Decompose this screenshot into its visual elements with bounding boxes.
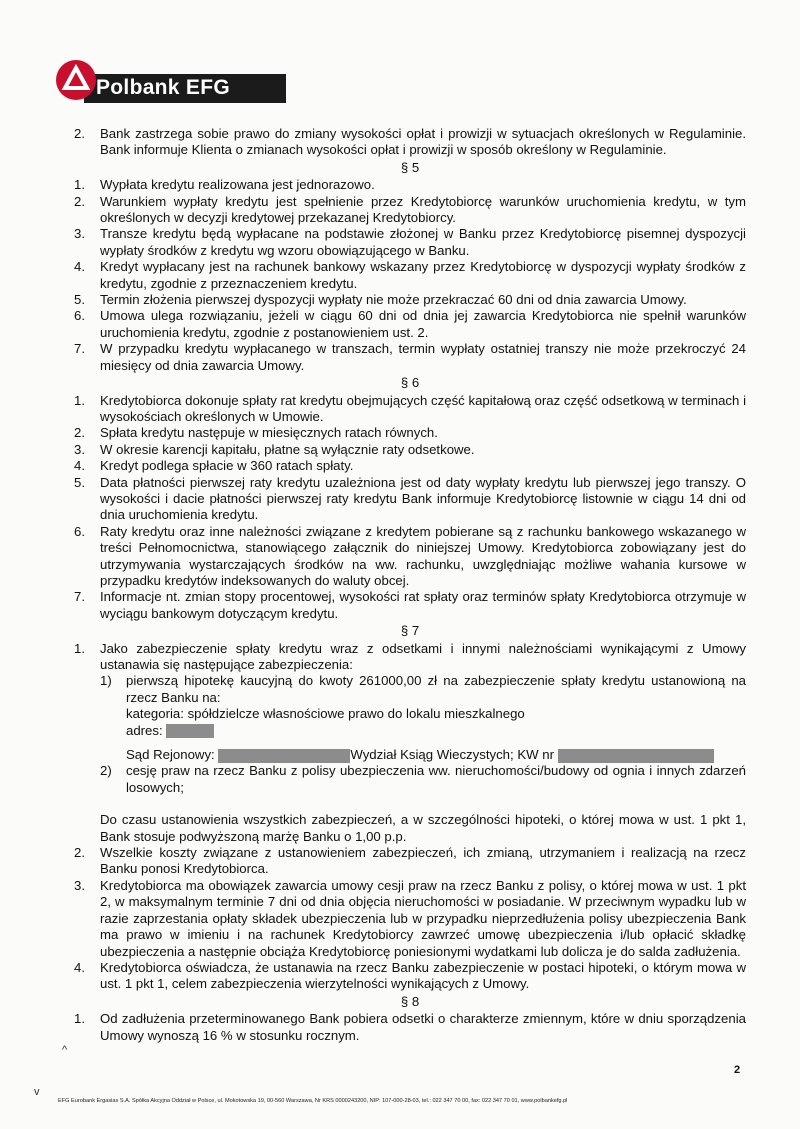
section-7-title: § 7 bbox=[400, 623, 420, 639]
item-number: 3. bbox=[74, 226, 85, 242]
s6-item-5 bbox=[74, 475, 746, 524]
s6-item-4 bbox=[74, 458, 746, 474]
item-number: 2. bbox=[74, 193, 85, 209]
item-text: Warunkiem wypłaty kredytu jest spełnienie przez Kredytobiorcę warunków uruchomienia kredytu, w tym określonych w decyzji kredytowej przekazanej Kredytobiorcy. bbox=[100, 193, 746, 226]
s7-item-3 bbox=[74, 878, 746, 960]
subitem-text: pierwszą hipotekę kaucyjną do kwoty 261000,00 zł na zabezpieczenie spłaty kredytu ustanowioną na rzecz Banku na: bbox=[126, 673, 746, 705]
s6-item-6 bbox=[74, 524, 746, 590]
item-text: W okresie karencji kapitału, płatne są wyłącznie raty odsetkowe. bbox=[100, 441, 475, 457]
redacted-address bbox=[166, 724, 214, 738]
item-number: 5. bbox=[74, 474, 85, 490]
item-text: Raty kredytu oraz inne należności związane z kredytem pobierane są z rachunku bankowego wskazanego w treści Pełnomocnictwa, stanowiącego załącznik do niniejszej Umowy. Kredytobiorca zobowiązany jest do utrzymywania wystarczających środków na ww. rachunku, uwzględniając możliwe wahania kursowe w przypadku kredytów indeksowanych do waluty obcej. bbox=[100, 523, 746, 588]
item-number: 4. bbox=[74, 458, 85, 474]
s7-item-2 bbox=[74, 845, 746, 878]
item-number: 3. bbox=[74, 877, 85, 893]
item-text: Data płatności pierwszej raty kredytu uzależniona jest od daty wypłaty kredytu lub pierwszej jego transzy. O wysokości i dacie płatności pierwszej raty kredytu Bank informuje Kredytobiorcę listownie w ciągu 14 dni od dnia uruchomienia kredytu. bbox=[100, 474, 746, 523]
s5-item-1 bbox=[74, 177, 746, 193]
item-number: 6. bbox=[74, 523, 85, 539]
item-number: 4. bbox=[74, 959, 85, 975]
item-number: 1. bbox=[74, 640, 85, 656]
redacted-kw-number bbox=[558, 749, 714, 763]
item-text: Kredyt podlega spłacie w 360 ratach spłaty. bbox=[100, 458, 354, 474]
s5-item-7 bbox=[74, 341, 746, 374]
section-6-title: § 6 bbox=[400, 375, 420, 391]
sad-line bbox=[126, 747, 746, 763]
s7-subitem-1 bbox=[100, 673, 746, 763]
subitem-number: 2) bbox=[100, 763, 112, 779]
adres-line bbox=[126, 723, 746, 739]
wydzial-text: Wydział Ksiąg Wieczystych; KW nr bbox=[350, 747, 554, 763]
item-text: Transze kredytu będą wypłacane na podstawie złożonej w Banku przez Kredytobiorcę pisemnej dyspozycji wypłaty środków z kredytu wg wzoru obowiązującego w Banku. bbox=[100, 226, 746, 258]
kategoria-text: kategoria: spółdzielcze własnościowe prawo do lokalu mieszkalnego bbox=[126, 706, 525, 722]
item-number: 6. bbox=[74, 308, 85, 324]
stray-mark: v bbox=[34, 1086, 40, 1098]
item-number: 2. bbox=[74, 126, 85, 141]
polbank-logo bbox=[44, 58, 244, 106]
item-number: 7. bbox=[74, 589, 85, 605]
s5-item-2 bbox=[74, 194, 746, 227]
footer-text: EFG Eurobank Ergasias S.A. Spółka Akcyjna Oddział w Polsce, ul. Mokotowska 19, 00-560 Warszawa, Nr KRS 0000243200, NIP: 107-000-28-03, tel.: 022 347 70 00, fax: 022 347 70 01, www.polbankefg.pl bbox=[58, 1098, 568, 1104]
margin-note: Do czasu ustanowienia wszystkich zabezpieczeń, a w szczególności hipoteki, o której mowa w ust. 1 pkt 1, Bank stosuje podwyższoną marżę Banku o 1,00 p.p. bbox=[100, 812, 746, 844]
sad-label: Sąd Rejonowy: bbox=[126, 747, 215, 763]
item-number: 1. bbox=[74, 392, 85, 408]
document-body bbox=[74, 126, 746, 1044]
item-number: 1. bbox=[74, 177, 85, 193]
item-number: 4. bbox=[74, 259, 85, 275]
subitem-number: 1) bbox=[100, 673, 112, 689]
item-text: Jako zabezpieczenie spłaty kredytu wraz z odsetkami i innymi należnościami wynikającymi z Umowy ustanawia się następujące zabezpieczenia: bbox=[100, 640, 746, 672]
item-text: W przypadku kredytu wypłacanego w transzach, termin wypłaty ostatniej transzy nie może przekroczyć 24 miesięcy od dnia zawarcia Umowy. bbox=[100, 341, 746, 373]
s7-item-1 bbox=[74, 641, 746, 845]
item-text: Spłata kredytu następuje w miesięcznych ratach równych. bbox=[100, 425, 438, 441]
item-number: 2. bbox=[74, 845, 85, 861]
item-text: Od zadłużenia przeterminowanego Bank pobiera odsetki o charakterze zmiennym, które w dniu sporządzenia Umowy wynoszą 16 % w stosunku rocznym. bbox=[100, 1011, 746, 1043]
item-number: 7. bbox=[74, 341, 85, 357]
item-text: Wszelkie koszty związane z ustanowieniem zabezpieczeń, ich zmianą, utrzymaniem i realizacją na rzecz Banku ponosi Kredytobiorca. bbox=[100, 845, 746, 877]
spacer bbox=[100, 796, 746, 812]
s5-item-4 bbox=[74, 259, 746, 292]
stray-mark: ^ bbox=[62, 1044, 68, 1056]
s7-subitem-2 bbox=[100, 763, 746, 796]
item-text: Bank zastrzega sobie prawo do zmiany wysokości opłat i prowizji w sytuacjach określonych w Regulaminie. Bank informuje Klienta o zmianach wysokości opłat i prowizji w sposób określony w Regulaminie. bbox=[100, 126, 746, 158]
s6-item-1 bbox=[74, 393, 746, 426]
item-text: Kredytobiorca ma obowiązek zawarcia umowy cesji praw na rzecz Banku z polisy, o której mowa w ust. 1 pkt 2, w maksymalnym terminie 7 dni od dnia objęcia nieruchomości w posiadanie. W przeciwnym wypadku lub w razie zaprzestania opłaty składek ubezpieczenia lub w przypadku nieprzedłużenia polisy ubezpieczenia Bank ma prawo w imieniu i na rachunek Kredytobiorcy zawrzeć umowę ubezpieczenia i/lub opłacić składkę ubezpieczenia a następnie obciąża Kredytobiorcę poniesionymi wydatkami lub dolicza je do salda zadłużenia. bbox=[100, 877, 746, 959]
item-text: Kredyt wypłacany jest na rachunek bankowy wskazany przez Kredytobiorcę w dyspozycji wypłaty środków z kredytu, zgodnie z przeznaczeniem kredytu. bbox=[100, 259, 746, 291]
s6-item-3 bbox=[74, 442, 746, 458]
item-text: Wypłata kredytu realizowana jest jednorazowo. bbox=[100, 177, 375, 193]
s4-item-2 bbox=[74, 126, 746, 159]
s6-item-2 bbox=[74, 425, 746, 441]
section-8-title: § 8 bbox=[400, 993, 420, 1009]
polbank-logo-icon bbox=[56, 60, 96, 100]
s7-item-4 bbox=[74, 960, 746, 993]
item-text: Umowa ulega rozwiązaniu, jeżeli w ciągu 60 dni od dnia jej zawarcia Kredytobiorca nie spełnił warunków uruchomienia kredytu, zgodnie z postanowieniem ust. 2. bbox=[100, 308, 746, 340]
s8-item-1 bbox=[74, 1011, 746, 1044]
item-text: Kredytobiorca dokonuje spłaty rat kredytu obejmujących część kapitałową oraz część odsetkową w terminach i wysokościach określonych w Umowie. bbox=[100, 392, 746, 424]
subitem-text: cesję praw na rzecz Banku z polisy ubezpieczenia ww. nieruchomości/budowy od ognia i innych zdarzeń losowych; bbox=[126, 763, 746, 795]
item-number: 1. bbox=[74, 1011, 85, 1027]
s6-item-7 bbox=[74, 589, 746, 622]
item-text: Termin złożenia pierwszej dyspozycji wypłaty nie może przekraczać 60 dni od dnia zawarcia Umowy. bbox=[100, 292, 687, 308]
s5-item-6 bbox=[74, 308, 746, 341]
adres-label: adres: bbox=[126, 722, 163, 738]
s5-item-5 bbox=[74, 292, 746, 308]
item-text: Kredytobiorca oświadcza, że ustanawia na rzecz Banku zabezpieczenie w postaci hipoteki, o którym mowa w ust. 1 pkt 1, celem zabezpieczenia wierzytelności wynikających z Umowy. bbox=[100, 959, 746, 992]
item-number: 3. bbox=[74, 441, 85, 457]
redacted-court bbox=[218, 749, 350, 763]
section-5-title: § 5 bbox=[400, 159, 420, 175]
item-number: 2. bbox=[74, 425, 85, 441]
redacted-line-residue bbox=[126, 739, 746, 747]
item-number: 5. bbox=[74, 292, 85, 308]
logo-text: Polbank EFG bbox=[96, 76, 230, 99]
page-number: 2 bbox=[734, 1064, 741, 1076]
item-text: Informacje nt. zmian stopy procentowej, wysokości rat spłaty oraz terminów spłaty Kredytobiorca otrzymuje w wyciągu bankowym dotyczącym kredytu. bbox=[100, 589, 746, 621]
s5-item-3 bbox=[74, 226, 746, 259]
